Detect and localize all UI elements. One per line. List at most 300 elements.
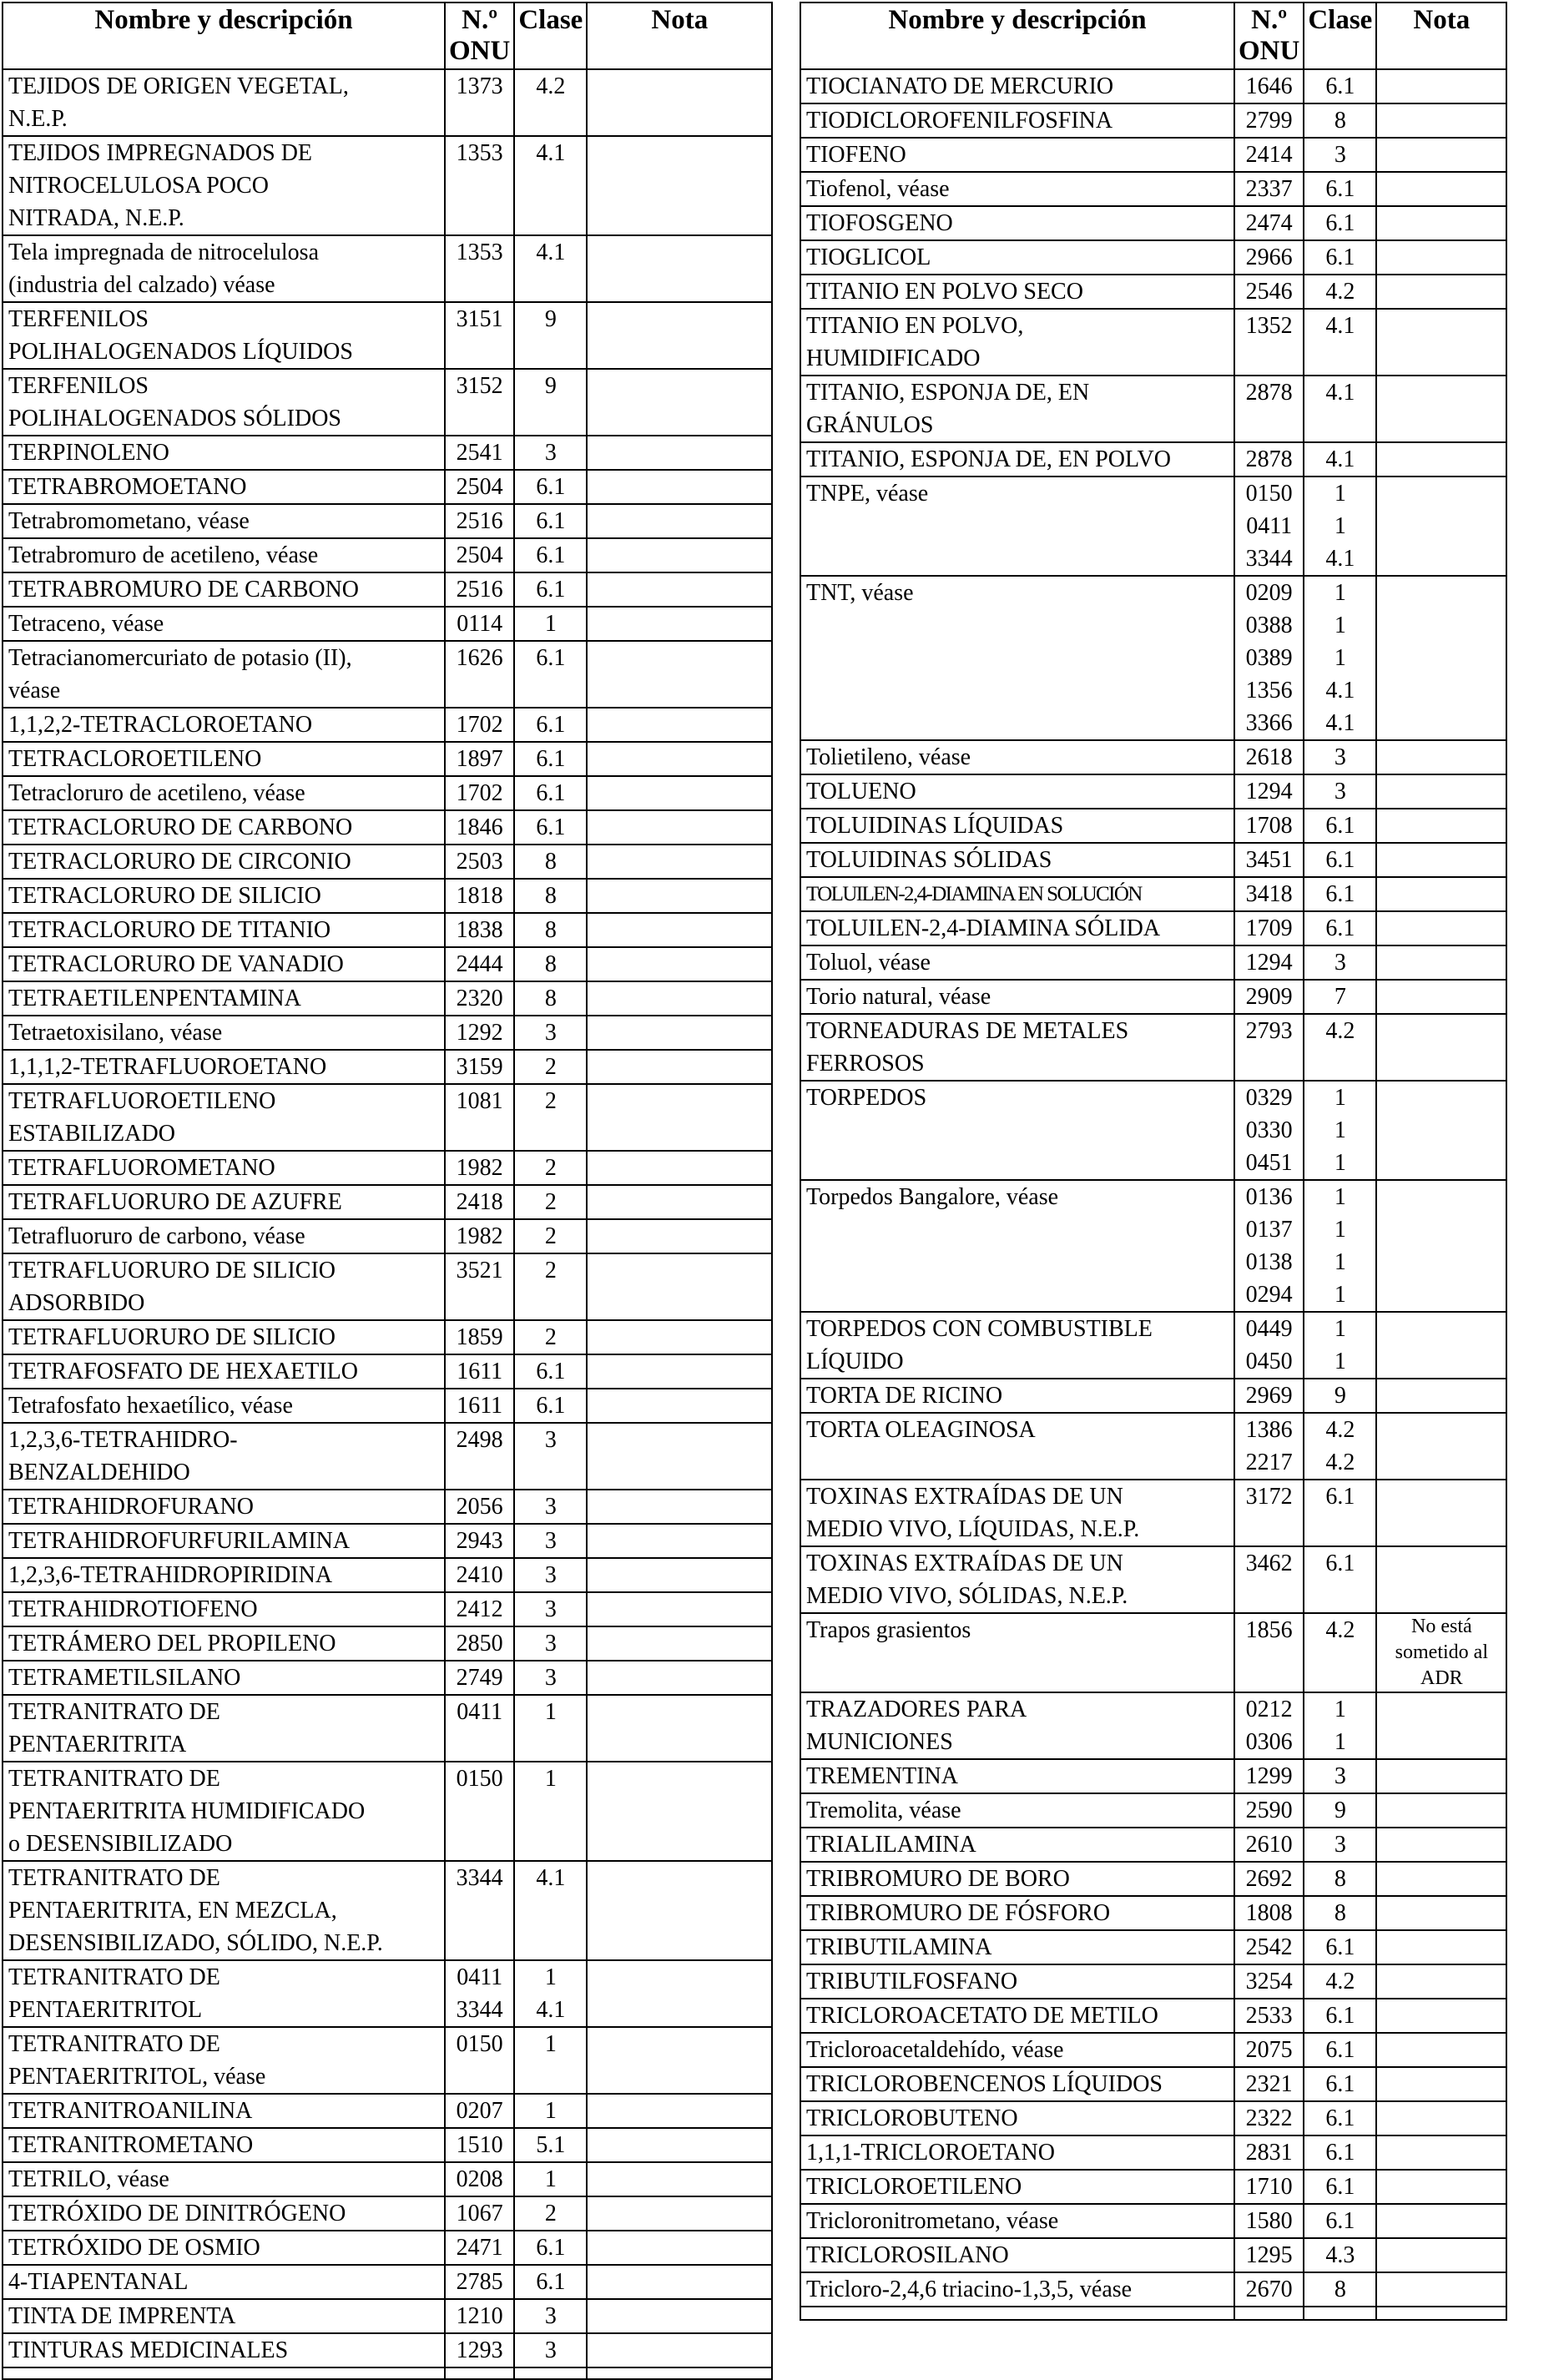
un-number: 2322 <box>1245 2105 1293 2131</box>
substance-name-cell <box>3 1016 445 1050</box>
un-number: 0212 <box>1245 1697 1293 1722</box>
un-number: 3366 <box>1245 710 1293 736</box>
un-number: 0150 <box>456 2031 503 2057</box>
un-number: 3344 <box>456 1997 503 2023</box>
substance-name-cell <box>3 2231 445 2265</box>
note-cell <box>587 2265 772 2299</box>
hazard-class: 6.1 <box>1325 2174 1355 2200</box>
un-number: 1856 <box>1245 1617 1293 1643</box>
hazard-class-cell <box>514 913 587 947</box>
substance-name-cell <box>3 1661 445 1695</box>
un-number: 2943 <box>456 1528 503 1554</box>
hazard-class: 1 <box>1334 1217 1346 1243</box>
substance-name-cell <box>800 2204 1234 2238</box>
substance-name-cell <box>3 1050 445 1084</box>
substance-name-cell <box>3 1960 445 2027</box>
hazard-class-cell <box>514 1626 587 1661</box>
substance-name: TOLUIDINAS LÍQUIDAS <box>806 813 1064 839</box>
substance-name: TETRAETILENPENTAMINA <box>8 986 301 1011</box>
hazard-class: 1 <box>1334 1316 1346 1342</box>
substance-name: ADSORBIDO <box>8 1290 145 1316</box>
substance-name-cell <box>3 845 445 879</box>
un-number: 2546 <box>1245 279 1293 305</box>
un-number: 0389 <box>1245 645 1293 671</box>
un-number-cell <box>1234 2135 1304 2170</box>
hazard-class: 4.2 <box>1325 1018 1355 1044</box>
substance-name: TORPEDOS CON COMBUSTIBLE <box>806 1316 1153 1342</box>
table-row <box>3 2128 772 2162</box>
un-number-cell <box>445 947 514 981</box>
hazard-class: 4.1 <box>1325 678 1355 703</box>
un-number: 1292 <box>456 1020 503 1046</box>
table-row <box>800 1613 1506 1692</box>
un-number: 2474 <box>1245 210 1293 236</box>
note-cell <box>1376 1081 1506 1180</box>
hazard-class: 6.1 <box>536 2269 566 2295</box>
table-row <box>3 1695 772 1762</box>
note-cell <box>587 1016 772 1050</box>
substance-name-cell <box>3 538 445 572</box>
table-row <box>3 1661 772 1695</box>
un-number: 0306 <box>1245 1729 1293 1755</box>
un-number-cell <box>1234 2238 1304 2272</box>
un-number: 2799 <box>1245 108 1293 134</box>
substance-name: Toluol, véase <box>806 950 931 976</box>
substance-name: Tricloronitrometano, véase <box>806 2208 1059 2234</box>
un-number-cell <box>445 2094 514 2128</box>
substance-name-cell <box>3 69 445 136</box>
note-cell <box>1376 1964 1506 1999</box>
hazard-class: 6.1 <box>1325 847 1355 873</box>
substance-name: TOLUENO <box>806 779 916 804</box>
un-number-cell <box>445 913 514 947</box>
un-number: 2542 <box>1245 1934 1293 1960</box>
un-number: 0451 <box>1245 1150 1293 1176</box>
table-row <box>3 436 772 470</box>
hazard-class-cell <box>1304 1930 1376 1964</box>
un-number: 1611 <box>457 1393 503 1419</box>
un-number-cell <box>445 708 514 742</box>
header-onu <box>445 3 514 69</box>
substance-name: TEJIDOS IMPREGNADOS DE <box>8 140 313 166</box>
un-number-cell <box>1234 275 1304 309</box>
substance-name: DESENSIBILIZADO, SÓLIDO, N.E.P. <box>8 1930 383 1956</box>
substance-name-cell <box>800 442 1234 477</box>
table-row <box>3 641 772 708</box>
table-row <box>3 69 772 136</box>
un-number: 2610 <box>1245 1832 1293 1858</box>
un-number: 2337 <box>1245 176 1293 202</box>
header-onu-line2: ONU <box>449 36 511 66</box>
note-cell <box>587 947 772 981</box>
substance-name: TETRANITROMETANO <box>8 2132 254 2158</box>
substance-name: TERFENILOS <box>8 306 149 332</box>
header-name: Nombre y descripción <box>3 3 445 69</box>
note-cell <box>1376 1793 1506 1828</box>
hazard-class-cell <box>1304 442 1376 477</box>
substance-name: MEDIO VIVO, SÓLIDAS, N.E.P. <box>806 1583 1128 1609</box>
substance-name-cell <box>3 1354 445 1389</box>
hazard-class: 3 <box>544 1631 557 1656</box>
substance-name-cell <box>800 2101 1234 2135</box>
substance-name: TORNEADURAS DE METALES <box>806 1018 1129 1044</box>
note-cell <box>587 2027 772 2094</box>
substance-name: TETRAHIDROFURANO <box>8 1494 254 1520</box>
substance-name-cell <box>800 1759 1234 1793</box>
hazard-class: 9 <box>1334 1798 1346 1823</box>
substance-name: TRICLOROBENCENOS LÍQUIDOS <box>806 2071 1163 2097</box>
un-number-cell <box>445 572 514 607</box>
hazard-class: 1 <box>1334 1085 1346 1111</box>
note-cell <box>587 1661 772 1695</box>
un-number: 1295 <box>1245 2242 1293 2268</box>
hazard-class: 4.2 <box>1325 1417 1355 1443</box>
hazard-class: 1 <box>1334 1117 1346 1143</box>
table-row <box>800 1014 1506 1081</box>
un-number-cell <box>1234 843 1304 877</box>
un-number-cell <box>1234 1546 1304 1613</box>
un-number-cell <box>1234 1793 1304 1828</box>
note-cell <box>587 2094 772 2128</box>
un-number-cell <box>445 879 514 913</box>
table-row <box>3 470 772 504</box>
empty-cell <box>514 2367 587 2379</box>
substance-name: TOLUILEN-2,4-DIAMINA SÓLIDA <box>806 915 1161 941</box>
un-number: 1294 <box>1245 950 1293 976</box>
substance-name: TETRANITRATO DE <box>8 1766 220 1792</box>
hazard-class: 3 <box>544 1562 557 1588</box>
note-cell <box>1376 2135 1506 2170</box>
hazard-class: 6.1 <box>536 645 566 671</box>
substance-name: NITROCELULOSA POCO <box>8 173 269 199</box>
header-clase: Clase <box>514 3 587 69</box>
note-cell <box>1376 1828 1506 1862</box>
un-number: 0150 <box>456 1766 503 1792</box>
table-row <box>800 477 1506 576</box>
un-number-cell <box>1234 945 1304 980</box>
substance-name: TRIBROMURO DE BORO <box>806 1866 1070 1892</box>
un-number: 2516 <box>456 508 503 534</box>
hazard-class: 9 <box>544 373 557 399</box>
table-row <box>3 810 772 845</box>
hazard-class: 1 <box>544 2166 557 2192</box>
substance-name-cell <box>800 2170 1234 2204</box>
table-row <box>3 2094 772 2128</box>
un-number: 1846 <box>456 814 503 840</box>
un-number: 2516 <box>456 577 503 603</box>
un-number: 2056 <box>456 1494 503 1520</box>
un-number-cell <box>445 1016 514 1050</box>
hazard-class: 6.1 <box>1325 2037 1355 2063</box>
substance-name: TETRACLORURO DE SILICIO <box>8 883 321 909</box>
un-number: 2793 <box>1245 1018 1293 1044</box>
substance-name-cell <box>800 1828 1234 1862</box>
note: No está <box>1411 1616 1472 1637</box>
un-number: 2618 <box>1245 744 1293 770</box>
note-cell <box>587 1524 772 1558</box>
hazard-class-cell <box>1304 206 1376 240</box>
un-number: 1293 <box>456 2337 503 2363</box>
substance-name: PENTAERITRITOL <box>8 1997 203 2023</box>
un-number: 2217 <box>1245 1450 1293 1475</box>
substance-name: PENTAERITRITA, EN MEZCLA, <box>8 1898 337 1924</box>
un-number-cell <box>445 1695 514 1762</box>
note-cell <box>587 1084 772 1151</box>
un-number: 0207 <box>456 2098 503 2124</box>
hazard-class: 1 <box>544 2031 557 2057</box>
note-cell <box>587 369 772 436</box>
hazard-class: 8 <box>1334 2277 1346 2302</box>
hazard-class: 1 <box>1334 580 1346 606</box>
hazard-class-cell <box>514 470 587 504</box>
table-row <box>3 1960 772 2027</box>
hazard-class-cell <box>514 742 587 776</box>
substance-name-cell <box>3 776 445 810</box>
table-row <box>800 1480 1506 1546</box>
un-number-cell <box>445 845 514 879</box>
note-cell <box>587 572 772 607</box>
substance-name-cell <box>800 740 1234 774</box>
note-cell <box>587 2333 772 2367</box>
substance-name: MEDIO VIVO, LÍQUIDAS, N.E.P. <box>806 1516 1140 1542</box>
hazard-class-cell <box>514 1423 587 1490</box>
note-cell <box>587 302 772 369</box>
note-cell <box>1376 2204 1506 2238</box>
un-number-cell <box>445 2333 514 2367</box>
substance-name-cell <box>800 1692 1234 1759</box>
note-cell <box>587 1423 772 1490</box>
substance-name: FERROSOS <box>806 1051 925 1077</box>
un-number-cell <box>1234 1413 1304 1480</box>
un-number-cell <box>1234 1081 1304 1180</box>
un-number: 0450 <box>1245 1349 1293 1374</box>
hazard-class: 2 <box>544 1088 557 1114</box>
un-number-cell <box>445 504 514 538</box>
substance-name: TRIBUTILFOSFANO <box>806 1969 1018 1994</box>
un-number: 0137 <box>1245 1217 1293 1243</box>
substance-name: LÍQUIDO <box>806 1349 904 1374</box>
un-number: 1897 <box>456 746 503 772</box>
hazard-class: 6.1 <box>1325 245 1355 270</box>
hazard-class: 4.2 <box>1325 1617 1355 1643</box>
hazard-class-cell <box>1304 1793 1376 1828</box>
un-number-cell <box>445 2231 514 2265</box>
hazard-class: 6.1 <box>536 2235 566 2261</box>
hazard-class-cell <box>1304 138 1376 172</box>
hazard-class: 3 <box>544 2303 557 2329</box>
note-cell <box>587 1592 772 1626</box>
hazard-class-cell <box>1304 1828 1376 1862</box>
hazard-class-cell <box>1304 376 1376 442</box>
note-cell <box>1376 240 1506 275</box>
substance-name: TERPINOLENO <box>8 440 169 466</box>
substance-name: Tetracloruro de acetileno, véase <box>8 780 305 806</box>
table-row <box>800 1546 1506 1613</box>
hazard-class: 2 <box>544 2201 557 2226</box>
hazard-class-cell <box>1304 275 1376 309</box>
left-table-body <box>3 69 772 2379</box>
un-number-cell <box>1234 809 1304 843</box>
note-cell <box>587 1320 772 1354</box>
hazard-class-cell <box>514 1661 587 1695</box>
substance-name-cell <box>3 810 445 845</box>
un-number-cell <box>445 1423 514 1490</box>
hazard-class: 1 <box>1334 1150 1346 1176</box>
hazard-class: 3 <box>544 1494 557 1520</box>
note-cell <box>1376 1613 1506 1692</box>
note-cell <box>1376 2272 1506 2307</box>
hazard-class: 1 <box>1334 1697 1346 1722</box>
hazard-class: 6.1 <box>536 780 566 806</box>
right-dangerous-goods-table <box>800 2 1507 2321</box>
un-number: 0208 <box>456 2166 503 2192</box>
substance-name-cell <box>800 1312 1234 1379</box>
substance-name: Torpedos Bangalore, véase <box>806 1184 1059 1210</box>
note-cell <box>1376 442 1506 477</box>
note-cell <box>587 2231 772 2265</box>
table-row <box>3 776 772 810</box>
substance-name-cell <box>800 1081 1234 1180</box>
note-cell <box>587 2196 772 2231</box>
un-number-cell <box>445 1050 514 1084</box>
substance-name: (industria del calzado) véase <box>8 272 275 298</box>
hazard-class: 6.1 <box>1325 210 1355 236</box>
table-row <box>3 2333 772 2367</box>
note-cell <box>587 436 772 470</box>
note-cell <box>587 1151 772 1185</box>
substance-name: Tricloroacetaldehído, véase <box>806 2037 1064 2063</box>
un-number: 1356 <box>1245 678 1293 703</box>
substance-name: Torio natural, véase <box>806 984 991 1010</box>
substance-name: 1,2,3,6-TETRAHIDRO- <box>8 1427 238 1453</box>
hazard-class: 6.1 <box>1325 2071 1355 2097</box>
substance-name-cell <box>3 2265 445 2299</box>
table-row <box>3 504 772 538</box>
substance-name-cell <box>3 572 445 607</box>
note-cell <box>1376 1014 1506 1081</box>
note-cell <box>587 607 772 641</box>
substance-name: TETRÁMERO DEL PROPILENO <box>8 1631 336 1656</box>
note-cell <box>1376 1312 1506 1379</box>
hazard-class-cell <box>514 1695 587 1762</box>
un-number: 0411 <box>1246 513 1293 539</box>
un-number-cell <box>445 742 514 776</box>
substance-name-cell <box>800 138 1234 172</box>
un-number: 1709 <box>1245 915 1293 941</box>
substance-name: 1,1,1-TRICLOROETANO <box>806 2140 1055 2166</box>
note-cell <box>1376 1930 1506 1964</box>
un-number-cell <box>445 1185 514 1219</box>
un-number-cell <box>1234 206 1304 240</box>
table-row <box>800 1964 1506 1999</box>
un-number-cell <box>445 1861 514 1960</box>
note-cell <box>587 1695 772 1762</box>
note-cell <box>1376 103 1506 138</box>
hazard-class-cell <box>1304 576 1376 740</box>
substance-name: TIODICLOROFENILFOSFINA <box>806 108 1113 134</box>
substance-name-cell <box>3 913 445 947</box>
un-number-cell <box>445 1661 514 1695</box>
un-number-cell <box>445 607 514 641</box>
un-number-cell <box>445 776 514 810</box>
hazard-class-cell <box>514 1016 587 1050</box>
substance-name: TETRILO, véase <box>8 2166 169 2192</box>
substance-name: TINTURAS MEDICINALES <box>8 2337 289 2363</box>
table-row <box>800 442 1506 477</box>
substance-name: PENTAERITRITA <box>8 1732 187 1757</box>
note-cell <box>1376 138 1506 172</box>
substance-name: TETRACLOROETILENO <box>8 746 262 772</box>
hazard-class: 3 <box>544 1427 557 1453</box>
un-number: 0209 <box>1245 580 1293 606</box>
substance-name-cell <box>800 576 1234 740</box>
hazard-class: 8 <box>544 849 557 875</box>
hazard-class-cell <box>1304 740 1376 774</box>
note-cell <box>1376 376 1506 442</box>
un-number: 2412 <box>456 1596 503 1622</box>
un-number-cell <box>1234 740 1304 774</box>
un-number: 2075 <box>1245 2037 1293 2063</box>
substance-name-cell <box>3 981 445 1016</box>
hazard-class: 2 <box>544 1155 557 1181</box>
table-row <box>800 138 1506 172</box>
substance-name: TETRANITRATO DE <box>8 1865 220 1891</box>
substance-name-cell <box>3 2196 445 2231</box>
substance-name: TETRAFLUOROETILENO <box>8 1088 276 1114</box>
hazard-class: 1 <box>544 1964 557 1990</box>
hazard-class: 6.1 <box>1325 2208 1355 2234</box>
substance-name-cell <box>3 1490 445 1524</box>
un-number-cell <box>1234 2033 1304 2067</box>
substance-name-cell <box>3 1626 445 1661</box>
un-number-cell <box>1234 1312 1304 1379</box>
table-row <box>3 1861 772 1960</box>
substance-name: TETRAHIDROTIOFENO <box>8 1596 258 1622</box>
substance-name: TETRANITRATO DE <box>8 2031 220 2057</box>
table-row <box>3 1151 772 1185</box>
un-number-cell <box>445 2128 514 2162</box>
hazard-class: 6.1 <box>1325 813 1355 839</box>
note: ADR <box>1420 1667 1463 1689</box>
un-number: 2410 <box>456 1562 503 1588</box>
un-number: 2444 <box>456 951 503 977</box>
un-number-cell <box>445 369 514 436</box>
substance-name: HUMIDIFICADO <box>806 345 981 371</box>
substance-name: véase <box>8 678 61 703</box>
table-row <box>800 2170 1506 2204</box>
substance-name: Tetraetoxisilano, véase <box>8 1020 223 1046</box>
un-number: 2831 <box>1245 2140 1293 2166</box>
hazard-class-cell <box>514 2027 587 2094</box>
un-number-cell <box>445 810 514 845</box>
substance-name-cell <box>800 877 1234 911</box>
table-row <box>800 911 1506 945</box>
substance-name-cell <box>800 980 1234 1014</box>
un-number: 0294 <box>1245 1282 1293 1308</box>
table-tail-row <box>800 2307 1506 2320</box>
hazard-class: 1 <box>1334 1184 1346 1210</box>
table-row <box>800 2238 1506 2272</box>
table-row <box>3 981 772 1016</box>
hazard-class-cell <box>514 1219 587 1253</box>
note-cell <box>587 641 772 708</box>
un-number-cell <box>445 1960 514 2027</box>
substance-name: 1,1,1,2-TETRAFLUOROETANO <box>8 1054 327 1080</box>
empty-cell <box>587 2367 772 2379</box>
un-number: 2533 <box>1245 2003 1293 2029</box>
table-row <box>800 843 1506 877</box>
substance-name: TITANIO, ESPONJA DE, EN POLVO <box>806 446 1171 472</box>
